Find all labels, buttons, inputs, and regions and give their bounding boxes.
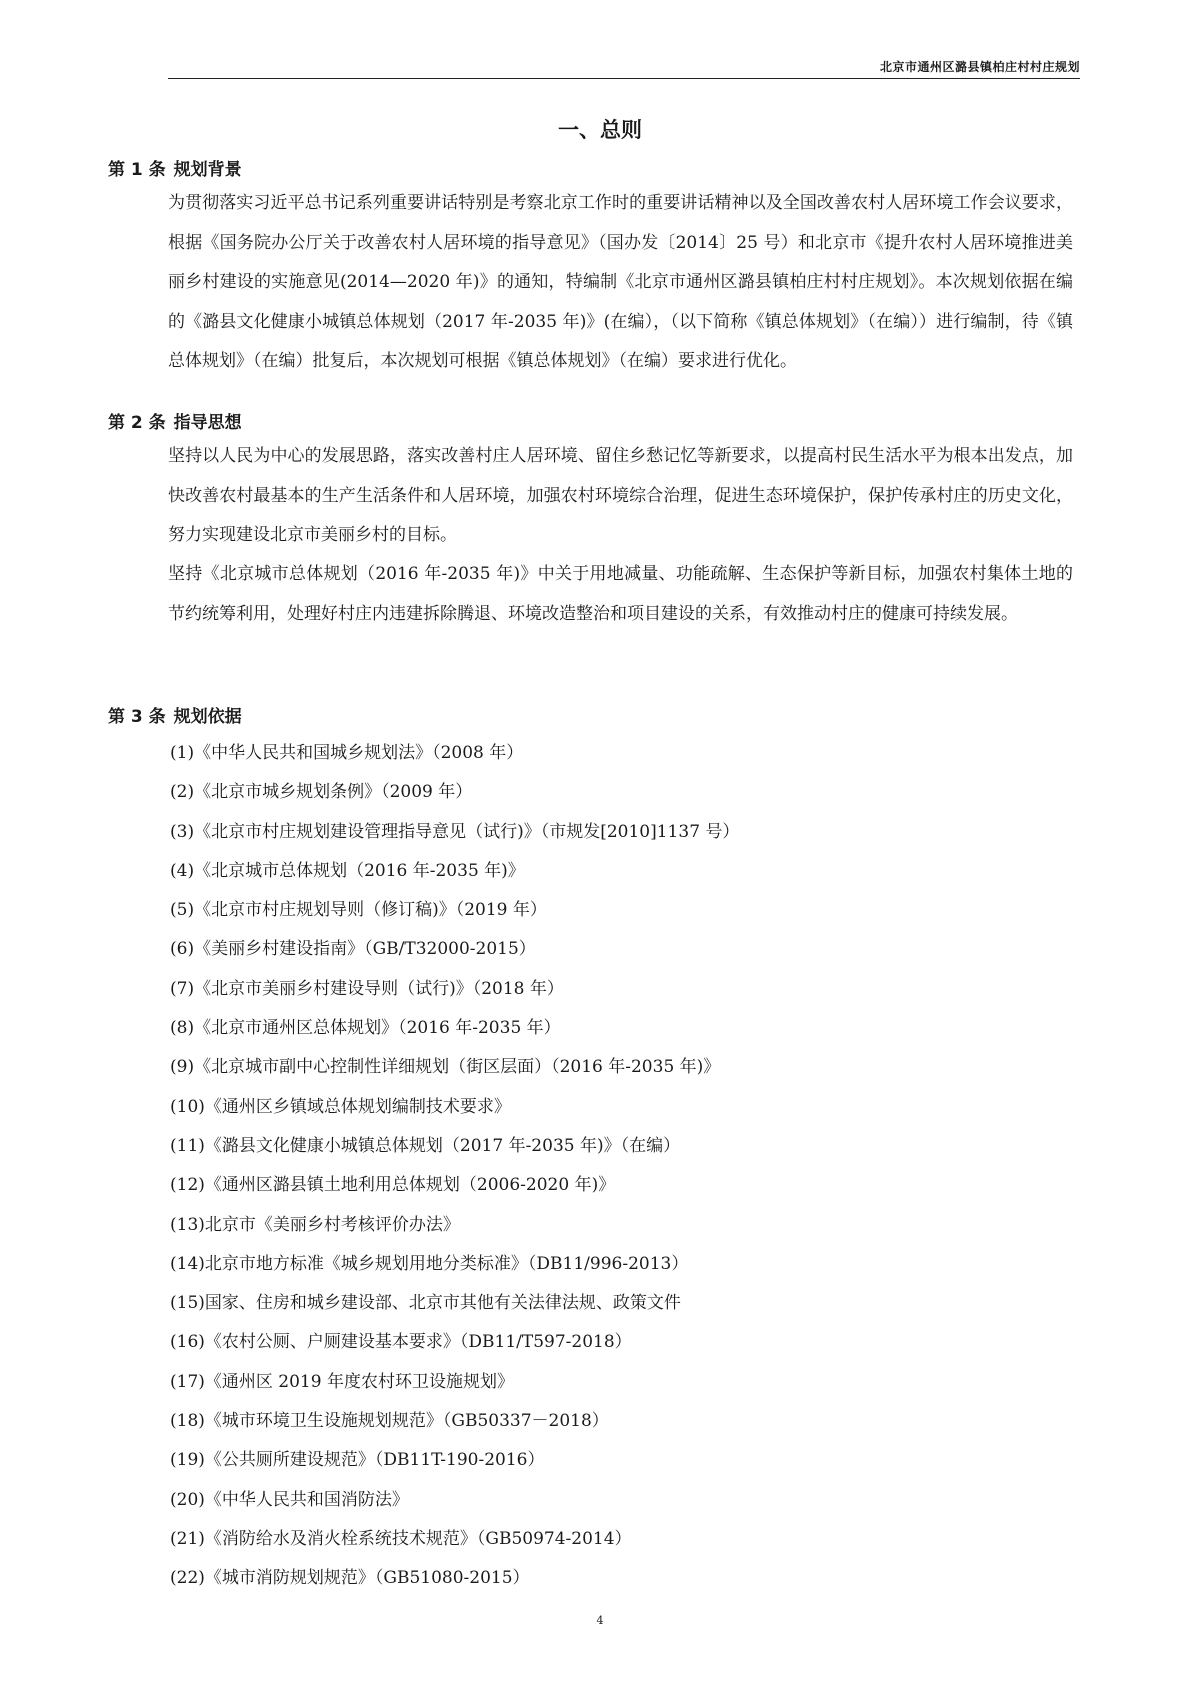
article-3-heading	[108, 702, 242, 727]
running-header: 北京市通州区潞县镇柏庄村村庄规划	[879, 60, 1080, 74]
article-2-heading	[108, 408, 242, 433]
reference-item: (21)《消防给水及消火栓系统技术规范》（GB50974-2014）	[170, 1528, 632, 1549]
article-1-heading	[108, 155, 242, 180]
reference-item: (19)《公共厕所建设规范》（DB11T-190-2016）	[170, 1450, 545, 1471]
reference-item: (22)《城市消防规划规范》（GB51080-2015）	[170, 1568, 530, 1589]
article-2-number: 第 2 条	[108, 413, 166, 433]
reference-item: (6)《美丽乡村建设指南》（GB/T32000-2015）	[170, 939, 536, 960]
article-1-number: 第 1 条	[108, 160, 166, 180]
reference-item: (5)《北京市村庄规划导则（修订稿)》（2019 年）	[170, 900, 547, 921]
article-1-title: 规划背景	[173, 160, 242, 180]
reference-item: (11)《潞县文化健康小城镇总体规划（2017 年-2035 年)》（在编）	[170, 1135, 681, 1156]
article-3-title: 规划依据	[173, 707, 242, 727]
header-rule	[168, 78, 1080, 79]
reference-item: (10)《通州区乡镇域总体规划编制技术要求》	[170, 1096, 511, 1117]
reference-item: (8)《北京市通州区总体规划》（2016 年-2035 年）	[170, 1018, 561, 1039]
reference-item: (4)《北京城市总体规划（2016 年-2035 年)》	[170, 860, 525, 881]
reference-item: (1)《中华人民共和国城乡规划法》（2008 年）	[170, 743, 524, 763]
reference-item: (9)《北京城市副中心控制性详细规划（街区层面）（2016 年-2035 年)》	[170, 1057, 721, 1078]
article-1-paragraph-1: 为贯彻落实习近平总书记系列重要讲话特别是考察北京工作时的重要讲话精神以及全国改善农村人居环境工作会议要求，根据《国务院办公厅关于改善农村人居环境的指导意见》（国办发〔2014〕25 号）和北京市《提升农村人居环境推进美丽乡村建设的实施意见(2014—2020 年)》的通知，特编制《北京市通州区潞县镇柏庄村村庄规划》。本次规划依据在编的《潞县文化健康小城镇总体规划（2017 年-2035 年)》(在编），（以下简称《镇总体规划》（在编））进行编制，待《镇总体规划》（在编）批复后，本次规划可根据《镇总体规划》（在编）要求进行优化。	[168, 193, 1073, 371]
article-2-paragraph-1: 坚持以人民为中心的发展思路，落实改善村庄人居环境、留住乡愁记忆等新要求，以提高村民生活水平为根本出发点，加快改善农村最基本的生产生活条件和人居环境，加强农村环境综合治理，促进生态环境保护，保护传承村庄的历史文化，努力实现建设北京市美丽乡村的目标。	[168, 446, 1073, 545]
chapter-title: 一、总则	[558, 118, 642, 142]
reference-item: (3)《北京市村庄规划建设管理指导意见（试行)》（市规发[2010]1137 号）	[170, 821, 740, 842]
reference-item: (14)北京市地方标准《城乡规划用地分类标准》（DB11/996-2013）	[170, 1253, 689, 1274]
reference-item: (13)北京市《美丽乡村考核评价办法》	[170, 1214, 460, 1235]
reference-item: (17)《通州区 2019 年度农村环卫设施规划》	[170, 1371, 514, 1392]
reference-item: (20)《中华人民共和国消防法》	[170, 1489, 409, 1510]
article-2-title: 指导思想	[173, 413, 242, 433]
reference-list	[170, 734, 739, 1599]
reference-item: (2)《北京市城乡规划条例》（2009 年）	[170, 782, 473, 803]
reference-item: (7)《北京市美丽乡村建设导则（试行)》（2018 年）	[170, 978, 564, 999]
page-number: 4	[596, 1614, 604, 1627]
article-2-paragraph-2: 坚持《北京城市总体规划（2016 年-2035 年)》中关于用地减量、功能疏解、生态保护等新目标，加强农村集体土地的节约统筹利用，处理好村庄内违建拆除腾退、环境改造整治和项目建设的关系，有效推动村庄的健康可持续发展。	[168, 564, 1073, 624]
article-3-number: 第 3 条	[108, 707, 166, 727]
reference-item: (12)《通州区潞县镇土地利用总体规划（2006-2020 年)》	[170, 1175, 616, 1196]
reference-item: (18)《城市环境卫生设施规划规范》（GB50337－2018）	[170, 1411, 609, 1432]
reference-item: (16)《农村公厕、户厕建设基本要求》（DB11/T597-2018）	[170, 1332, 632, 1353]
reference-item: (15)国家、住房和城乡建设部、北京市其他有关法律法规、政策文件	[170, 1293, 681, 1314]
